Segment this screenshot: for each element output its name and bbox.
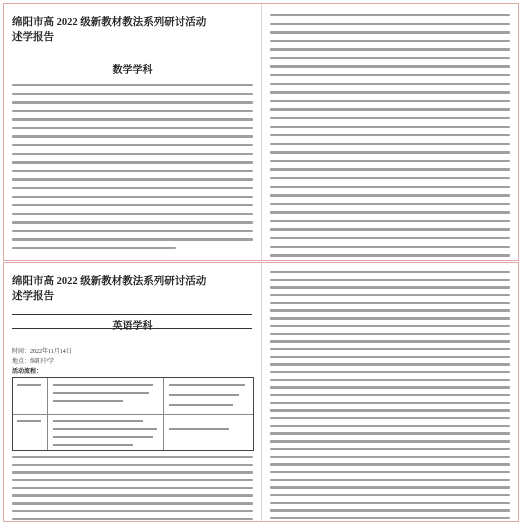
body-text-block (270, 271, 510, 521)
english-report-spread (3, 262, 519, 522)
math-report-spread (3, 3, 519, 261)
english-report-page-right (262, 263, 518, 521)
math-report-page-right (262, 4, 518, 260)
report-title: 绵阳市高 2022 级新教材教法系列研讨活动 (12, 276, 207, 287)
english-report-page-left (4, 263, 262, 521)
meta-time: 时间：2022年11月14日 (12, 349, 72, 355)
schedule-table (12, 377, 254, 451)
report-subtitle: 述学报告 (12, 32, 54, 43)
subject-heading: 英语学科 (112, 321, 153, 332)
body-text-block (270, 14, 510, 260)
meta-flow-label: 活动流程： (12, 369, 43, 375)
report-title: 绵阳市高 2022 级新教材教法系列研讨活动 (12, 17, 207, 28)
subject-heading: 数学学科 (112, 65, 153, 76)
body-text-block (12, 456, 253, 521)
body-text-block (12, 84, 253, 256)
report-subtitle: 述学报告 (12, 291, 54, 302)
meta-place: 地点：绵阳中学 (12, 359, 55, 365)
math-report-page-left (4, 4, 262, 260)
